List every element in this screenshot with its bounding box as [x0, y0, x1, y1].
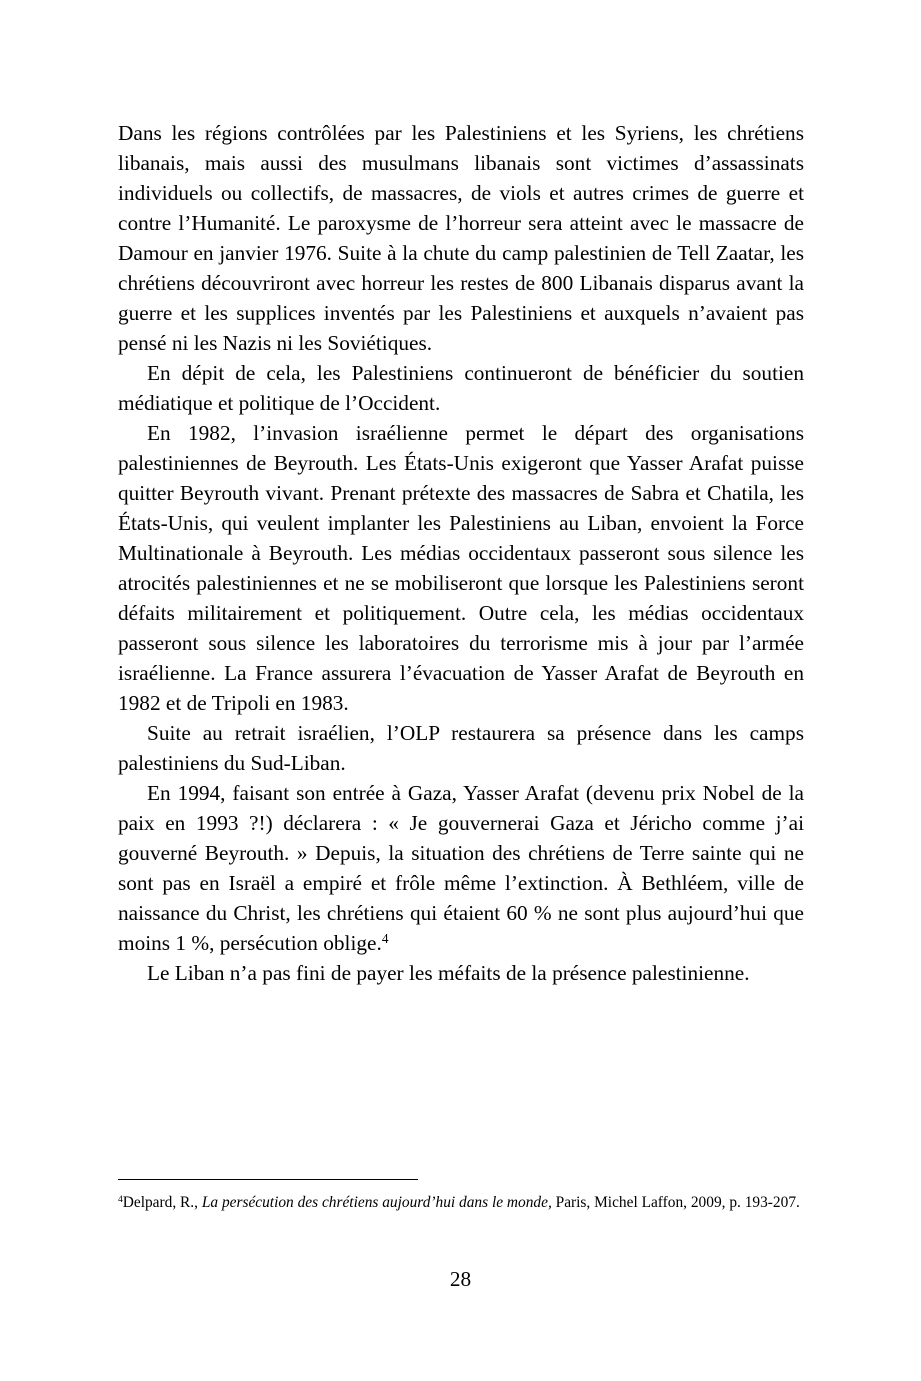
footnote	[118, 1192, 804, 1213]
footnote-reference[interactable]: 4	[381, 930, 389, 946]
paragraph-5-text: En 1994, faisant son entrée à Gaza, Yasser Arafat (devenu prix Nobel de la paix en 1993 ?!) déclarera : « Je gouvernerai Gaza et Jéricho comme j’ai gouverné Beyrouth. » Depuis, la situation des chrétiens de Terre sainte qui ne sont pas en Israël a empiré et frôle même l’extinction. À Bethléem, ville de naissance du Christ, les chrétiens qui étaient 60 % ne sont plus aujourd’hui que moins 1 %, persécution oblige.	[118, 781, 804, 955]
paragraph-5	[118, 778, 804, 958]
page-number: 28	[449, 1267, 472, 1291]
paragraph-2: En dépit de cela, les Palestiniens continueront de bénéficier du soutien médiatique et politique de l’Occident.	[118, 361, 804, 415]
footnote-publisher: Paris, Michel Laffon, 2009, p. 193-207.	[551, 1194, 800, 1211]
footnote-number: 4	[118, 1193, 123, 1205]
paragraph-1: Dans les régions contrôlées par les Palestiniens et les Syriens, les chrétiens libanais, mais aussi des musulmans libanais sont victimes d’assassinats individuels ou collectifs, de massacres, de viols et autres crimes de guerre et contre l’Humanité. Le paroxysme de l’horreur sera atteint avec le massacre de Damour en janvier 1976. Suite à la chute du camp palestinien de Tell Zaatar, les chrétiens découvriront avec horreur les restes de 800 Libanais disparus avant la guerre et les supplices inventés par les Palestiniens et auxquels n’avaient pas pensé ni les Nazis ni les Soviétiques.	[118, 121, 804, 355]
paragraph-4: Suite au retrait israélien, l’OLP restaurera sa présence dans les camps palestiniens du Sud-Liban.	[118, 721, 804, 775]
paragraph-6: Le Liban n’a pas fini de payer les méfaits de la présence palestinienne.	[147, 961, 750, 985]
footnote-title: La persécution des chrétiens aujourd’hui dans le monde,	[201, 1194, 552, 1211]
paragraph-3: En 1982, l’invasion israélienne permet le départ des organisations palestiniennes de Beyrouth. Les États-Unis exigeront que Yasser Arafat puisse quitter Beyrouth vivant. Prenant prétexte des massacres de Sabra et Chatila, les États-Unis, qui veulent implanter les Palestiniens au Liban, envoient la Force Multinationale à Beyrouth. Les médias occidentaux passeront sous silence les atrocités palestiniennes et ne se mobiliseront que lorsque les Palestiniens seront défaits militairement et politiquement. Outre cela, les médias occidentaux passeront sous silence les laboratoires du terrorisme mis à jour par l’armée israélienne. La France assurera l’évacuation de Yasser Arafat de Beyrouth en 1982 et de Tripoli en 1983.	[118, 421, 804, 715]
footnote-separator	[118, 1179, 418, 1180]
main-text	[118, 118, 804, 988]
footnote-author: Delpard, R.,	[122, 1194, 202, 1211]
